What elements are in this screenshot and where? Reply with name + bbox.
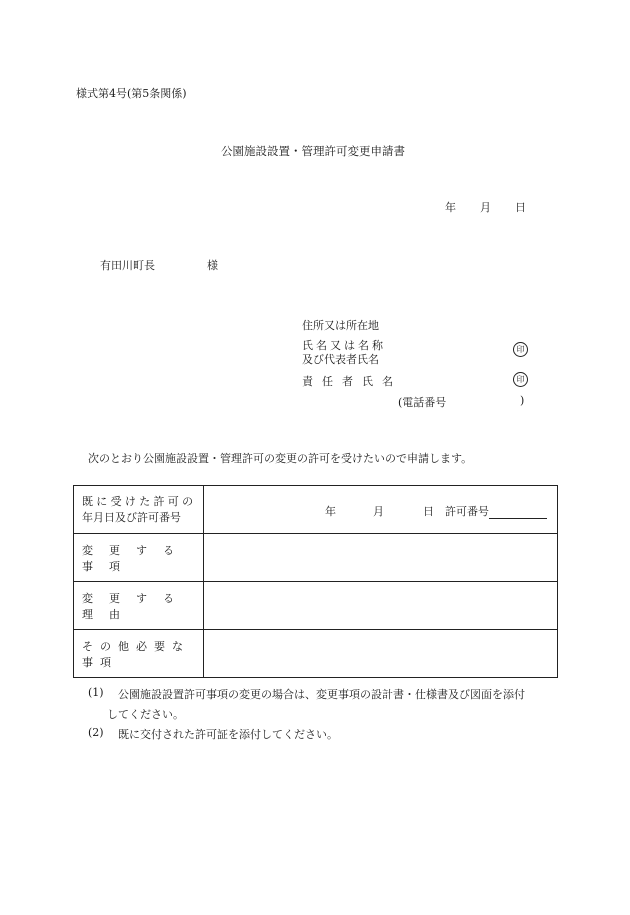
change-items-value[interactable] <box>204 534 558 582</box>
prior-permit-label-line1: 既に受けた許可の <box>82 494 197 508</box>
note-1-text: 公園施設設置許可事項の変更の場合は、変更事項の設計書・仕様書及び図面を添付 <box>118 688 525 701</box>
address-label: 住所又は所在地 <box>302 319 379 332</box>
date-year: 年 <box>445 201 456 214</box>
prior-permit-label <box>74 486 204 534</box>
note-1-number: (1) <box>88 686 104 699</box>
prior-permit-label-line2: 年月日及び許可番号 <box>82 510 181 524</box>
prior-permit-value[interactable] <box>204 486 558 534</box>
addressee-name: 有田川町長 <box>100 259 155 272</box>
date-day: 日 <box>515 201 526 214</box>
responsible-label: 責任者氏名 <box>302 375 402 388</box>
name-label-line1: 氏名又は名称 <box>302 339 386 352</box>
seal-mark-icon: 印 <box>513 372 528 387</box>
permit-number-blank[interactable] <box>489 506 547 519</box>
note-2-number: (2) <box>88 726 104 739</box>
table-row <box>74 486 558 534</box>
table-row <box>74 630 558 678</box>
seal-mark-icon: 印 <box>513 342 528 357</box>
form-code: 様式第4号(第5条関係) <box>76 87 187 100</box>
date-month: 月 <box>480 201 491 214</box>
table-row <box>74 534 558 582</box>
other-items-label: その他必要な事項 <box>74 630 204 678</box>
application-table <box>73 485 558 678</box>
permit-number-label: 許可番号 <box>445 503 547 519</box>
other-items-value[interactable] <box>204 630 558 678</box>
table-row <box>74 582 558 630</box>
application-statement: 次のとおり公園施設設置・管理許可の変更の許可を受けたいので申請します。 <box>88 452 473 465</box>
phone-label: (電話番号 <box>398 396 447 409</box>
page-title: 公園施設設置・管理許可変更申請書 <box>221 144 405 158</box>
change-items-label: 変更する事項 <box>74 534 204 582</box>
phone-close: ) <box>520 394 525 407</box>
permit-month: 月 <box>373 505 384 518</box>
note-2-text: 既に交付された許可証を添付してください。 <box>118 728 338 741</box>
change-reason-value[interactable] <box>204 582 558 630</box>
permit-year: 年 <box>325 505 336 518</box>
change-reason-label: 変更する理由 <box>74 582 204 630</box>
addressee-honorific: 様 <box>207 259 218 272</box>
note-1-text-cont: してください。 <box>107 708 184 721</box>
permit-day: 日 <box>423 505 434 518</box>
name-label-line2: 及び代表者氏名 <box>302 353 379 366</box>
